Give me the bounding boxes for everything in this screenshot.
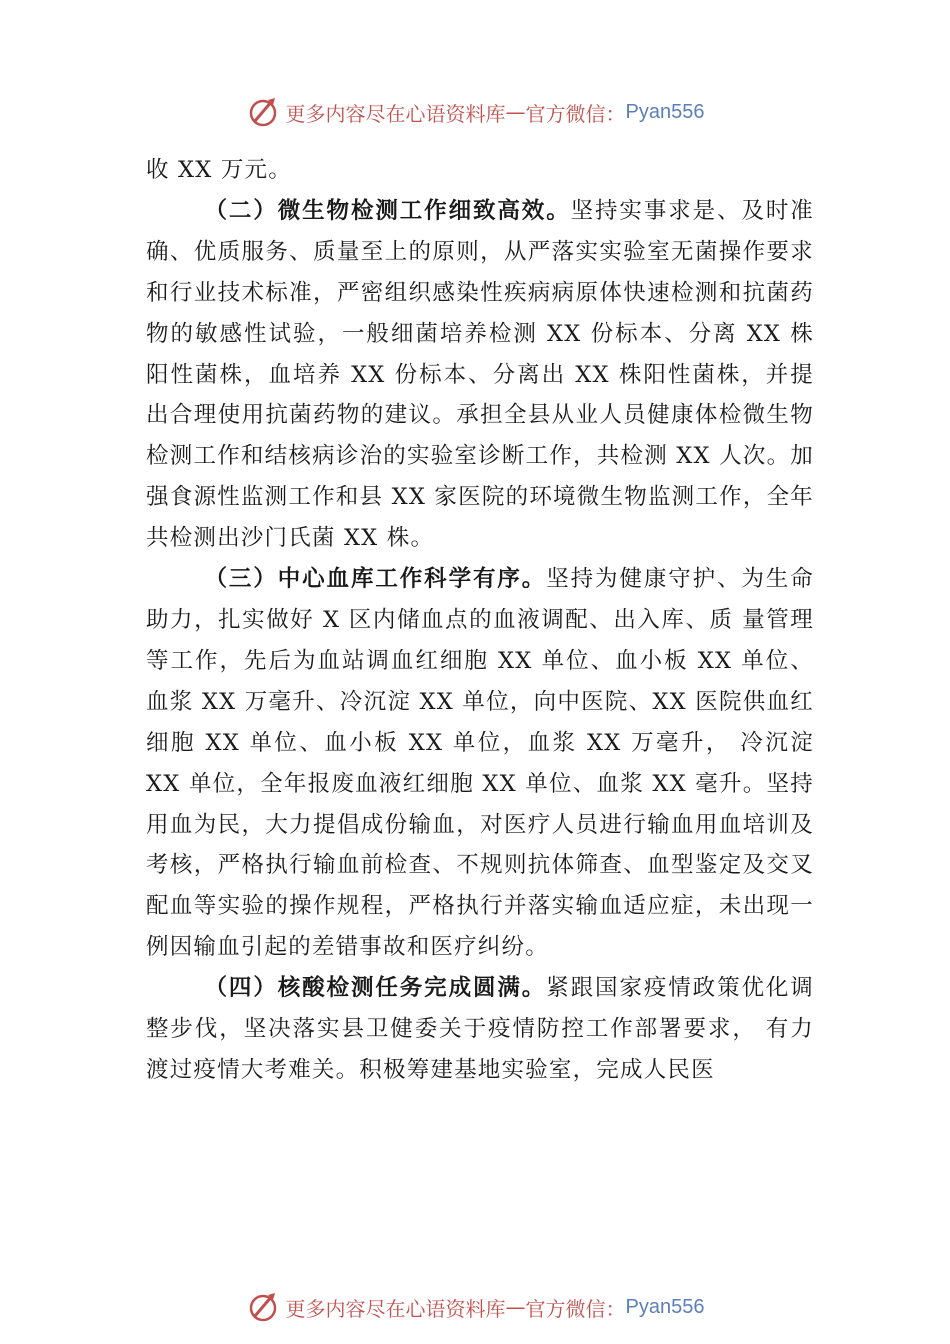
banner-separator: — — [505, 100, 526, 124]
section-heading: （三）中心血库工作科学有序。 — [204, 566, 547, 593]
banner-main-text: 更多内容尽在心语资料库 — [285, 101, 506, 126]
banner-wechat-id: Pyan556 — [625, 100, 705, 123]
paragraph-microbiology — [146, 191, 814, 559]
paragraph-text: 收 XX 万元。 — [146, 157, 292, 183]
banner-separator: — — [505, 1295, 526, 1319]
section-heading: （二）微生物检测工作细致高效。 — [204, 197, 571, 224]
paragraph-text: 坚持为健康守护、为生命助力，扎实做好 X 区内储血点的血液调配、出入库、质 量管理等工作，先后为血站调血红细胞 XX 单位、血小板 XX 单位、血浆 XX 万毫升、冷沉淀 XX 单位，向中医院、XX 医院供血红细胞 XX 单位、血小板 XX 单位，血浆 XX 万毫升， 冷沉淀 XX 单位，全年报废血液红细胞 XX 单位、血浆 XX 毫升。坚持用血为民，大力提倡成份输血，对医疗人员进行输血用血培训及考核，严格执行输血前检查、不规则抗体筛查、血型鉴定及交叉配血等实验的操作规程，严格执行并落实输血适应症，未出现一例因输血引起的差错事故和医疗纠纷。 — [146, 566, 814, 961]
banner-official-label: 官方微信： — [525, 101, 626, 126]
banner-official-label: 官方微信： — [525, 1296, 626, 1321]
document-body — [146, 150, 814, 1091]
banner-main-text: 更多内容尽在心语资料库 — [285, 1296, 506, 1321]
header-watermark — [0, 95, 950, 129]
paragraph-blood-bank — [146, 559, 814, 968]
brush-logo-icon — [246, 1290, 280, 1324]
section-heading: （四）核酸检测任务完成圆满。 — [204, 975, 547, 1002]
paragraph-text: 坚持实事求是、及时准确、优质服务、质量至上的原则，从严落实实验室无菌操作要求和行业技术标准，严密组织感染性疾病病原体快速检测和抗菌药物的敏感性试验，一般细菌培养检测 XX 份标本、分离 XX 株阳性菌株，血培养 XX 份标本、分离出 XX 株阳性菌株，并提出合理使用抗菌药物的建议。承担全县从业人员健康体检微生物检测工作和结核病诊治的实验室诊断工作，共检测 XX 人次。加强食源性监测工作和县 XX 家医院的环境微生物监测工作，全年共检测出沙门氏菌 XX 株。 — [146, 197, 814, 552]
brush-logo-icon — [246, 95, 280, 129]
paragraph-text: 紧跟国家疫情政策优化调整步伐，坚决落实县卫健委关于疫情防控工作部署要求， 有力渡过疫情大考难关。积极筹建基地实验室，完成人民医 — [146, 975, 814, 1083]
footer-watermark — [0, 1290, 950, 1324]
paragraph-nucleic-acid — [146, 968, 814, 1091]
paragraph-continuation — [146, 150, 814, 191]
banner-wechat-id: Pyan556 — [625, 1295, 705, 1318]
